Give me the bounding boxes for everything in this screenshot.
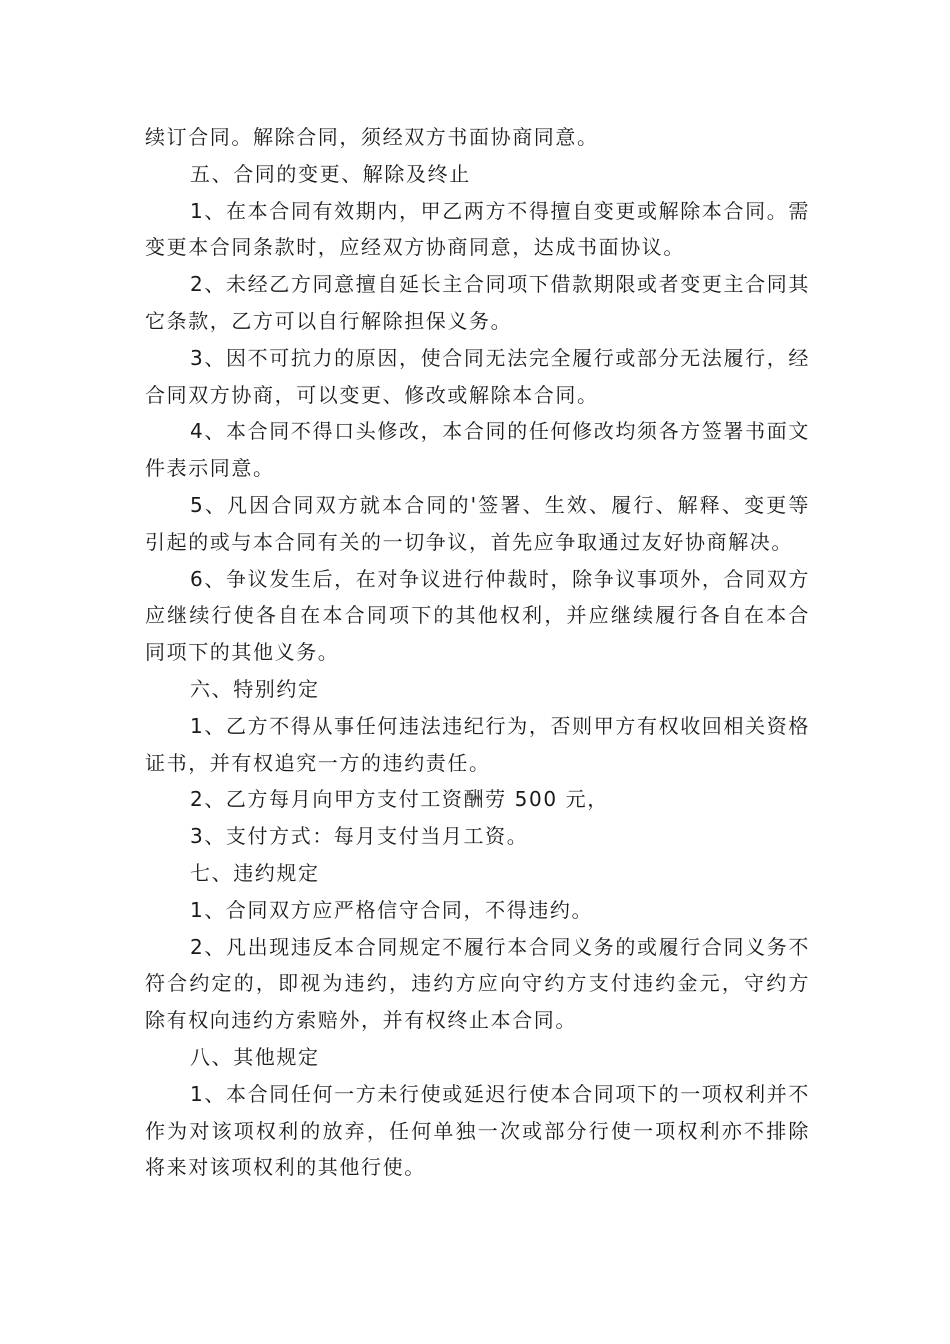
- clause-5-2: 2、未经乙方同意擅自延长主合同项下借款期限或者变更主合同其它条款，乙方可以自行解除担保义务。: [145, 272, 810, 333]
- section-heading-6: 六、特别约定: [190, 676, 320, 701]
- clause-5-6: 6、争议发生后，在对争议进行仲裁时，除争议事项外，合同双方应继续行使各自在本合同项下的其他权利，并应继续履行各自在本合同项下的其他义务。: [145, 566, 810, 665]
- clause-8-1: 1、本合同任何一方未行使或延迟行使本合同项下的一项权利并不作为对该项权利的放弃，任何单独一次或部分行使一项权利亦不排除将来对该项权利的其他行使。: [145, 1081, 810, 1180]
- section-heading-5: 五、合同的变更、解除及终止: [190, 161, 471, 186]
- section-heading-8: 八、其他规定: [190, 1044, 320, 1069]
- clause-7-2: 2、凡出现违反本合同规定不履行本合同义务的或履行合同义务不符合约定的，即视为违约，违约方应向守约方支付违约金元，守约方除有权向违约方索赔外，并有权终止本合同。: [145, 934, 810, 1033]
- clause-6-1: 1、乙方不得从事任何违法违纪行为，否则甲方有权收回相关资格证书，并有权追究一方的违约责任。: [145, 713, 810, 775]
- paragraph-continuation: 续订合同。解除合同，须经双方书面协商同意。: [145, 125, 599, 149]
- clause-5-3: 3、因不可抗力的原因，使合同无法完全履行或部分无法履行，经合同双方协商，可以变更、修改或解除本合同。: [145, 345, 810, 407]
- document-body: [145, 119, 810, 1186]
- clause-6-2: 2、乙方每月向甲方支付工资酬劳 500 元，: [190, 787, 609, 812]
- clause-5-4: 4、本合同不得口头修改，本合同的任何修改均须各方签署书面文件表示同意。: [145, 419, 810, 481]
- clause-5-1: 1、在本合同有效期内，甲乙两方不得擅自变更或解除本合同。需变更本合同条款时，应经双方协商同意，达成书面协议。: [145, 198, 810, 260]
- section-heading-7: 七、违约规定: [190, 860, 320, 885]
- clause-5-5: 5、凡因合同双方就本合同的'签署、生效、履行、解释、变更等引起的或与本合同有关的一切争议，首先应争取通过友好协商解决。: [145, 492, 810, 554]
- clause-7-1: 1、合同双方应严格信守合同，不得违约。: [190, 897, 594, 922]
- clause-6-3: 3、支付方式：每月支付当月工资。: [190, 824, 529, 849]
